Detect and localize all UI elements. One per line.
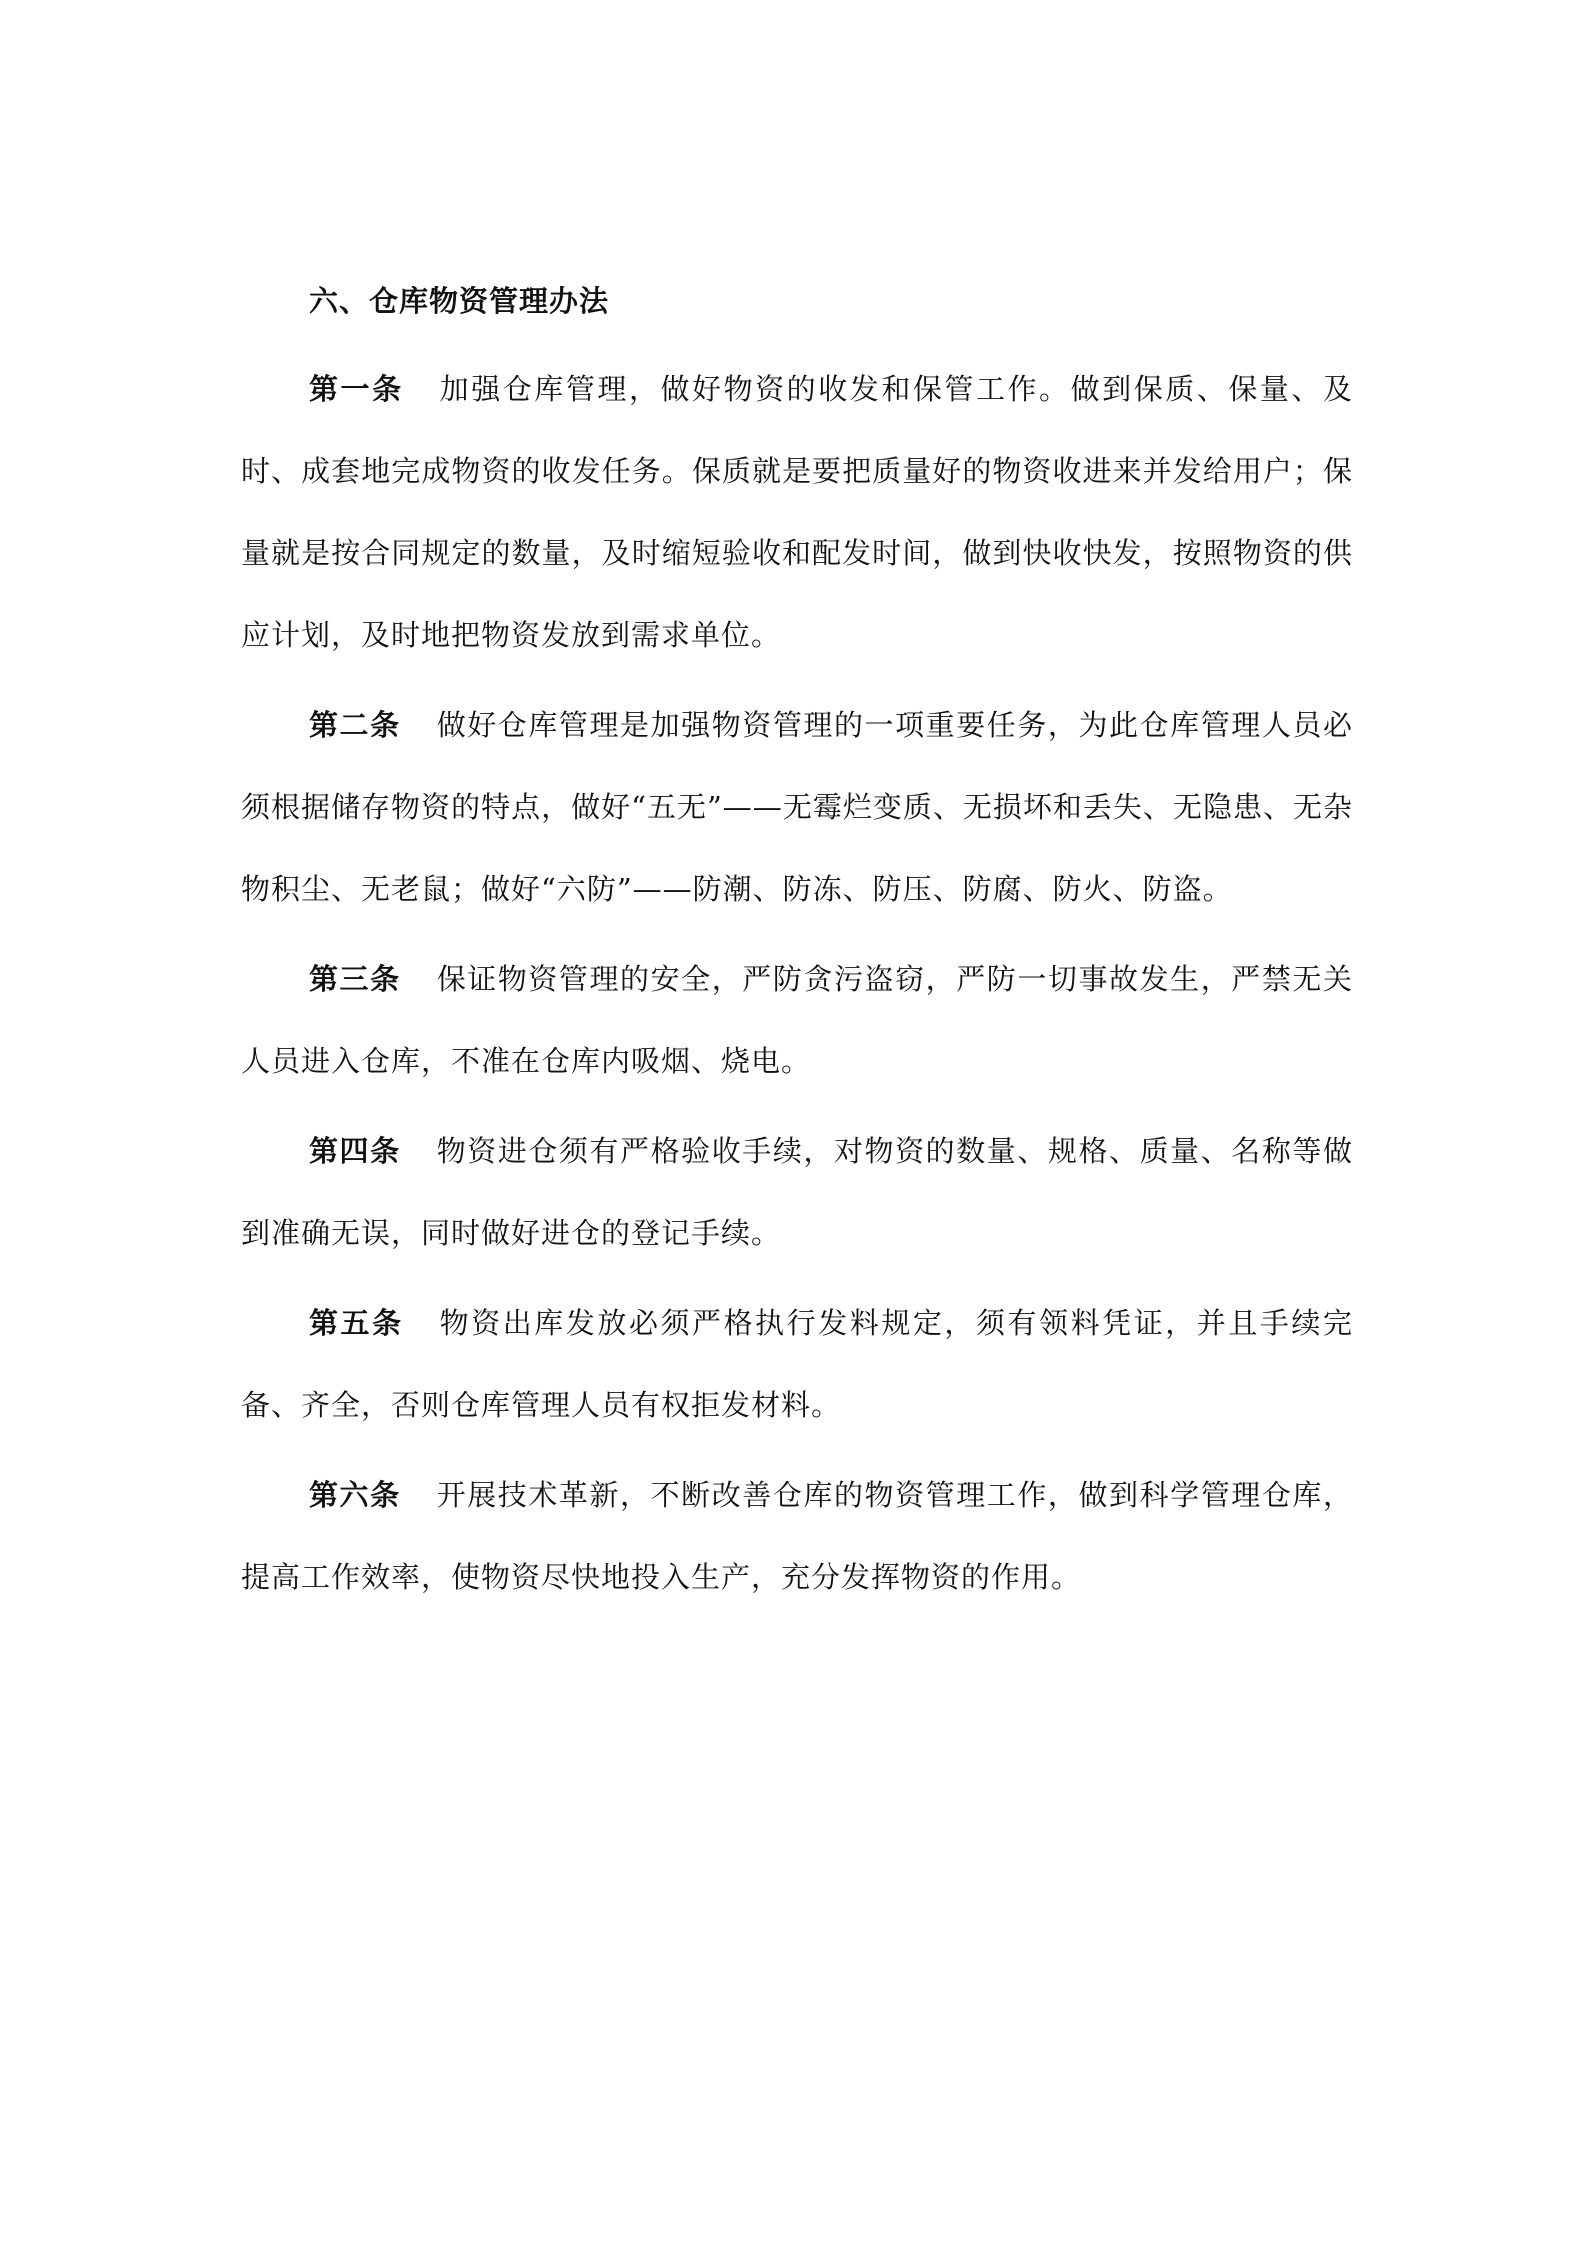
article-text: 开展技术革新，不断改善仓库的物资管理工作，做到科学管理仓库，提高工作效率，使物资尽快地投入生产，充分发挥物资的作用。 <box>241 1478 1353 1594</box>
article-6 <box>241 1454 1353 1618</box>
article-3 <box>241 938 1353 1102</box>
article-number: 第六条 <box>309 1478 401 1512</box>
article-number: 第一条 <box>309 372 404 406</box>
article-5 <box>241 1282 1353 1446</box>
section-title: 六、仓库物资管理办法 <box>309 284 610 318</box>
article-number: 第三条 <box>309 962 401 996</box>
article-1 <box>241 348 1353 676</box>
article-text: 做好仓库管理是加强物资管理的一项重要任务，为此仓库管理人员必须根据储存物资的特点，做好“五无”——无霉烂变质、无损坏和丢失、无隐患、无杂物积尘、无老鼠；做好“六防”——防潮、防冻、防压、防腐、防火、防盗。 <box>241 708 1353 906</box>
article-text: 物资进仓须有严格验收手续，对物资的数量、规格、质量、名称等做到准确无误，同时做好进仓的登记手续。 <box>241 1134 1353 1250</box>
article-text: 保证物资管理的安全，严防贪污盗窃，严防一切事故发生，严禁无关人员进入仓库，不准在仓库内吸烟、烧电。 <box>241 962 1353 1078</box>
article-number: 第二条 <box>309 708 401 742</box>
article-2 <box>241 684 1353 930</box>
article-number: 第五条 <box>309 1306 404 1340</box>
article-4 <box>241 1110 1353 1274</box>
article-text: 加强仓库管理，做好物资的收发和保管工作。做到保质、保量、及时、成套地完成物资的收发任务。保质就是要把质量好的物资收进来并发给用户；保量就是按合同规定的数量，及时缩短验收和配发时间，做到快收快发，按照物资的供应计划，及时地把物资发放到需求单位。 <box>241 372 1353 652</box>
article-number: 第四条 <box>309 1134 401 1168</box>
document-body <box>241 260 1353 1626</box>
article-text: 物资出库发放必须严格执行发料规定，须有领料凭证，并且手续完备、齐全，否则仓库管理人员有权拒发材料。 <box>241 1306 1353 1422</box>
